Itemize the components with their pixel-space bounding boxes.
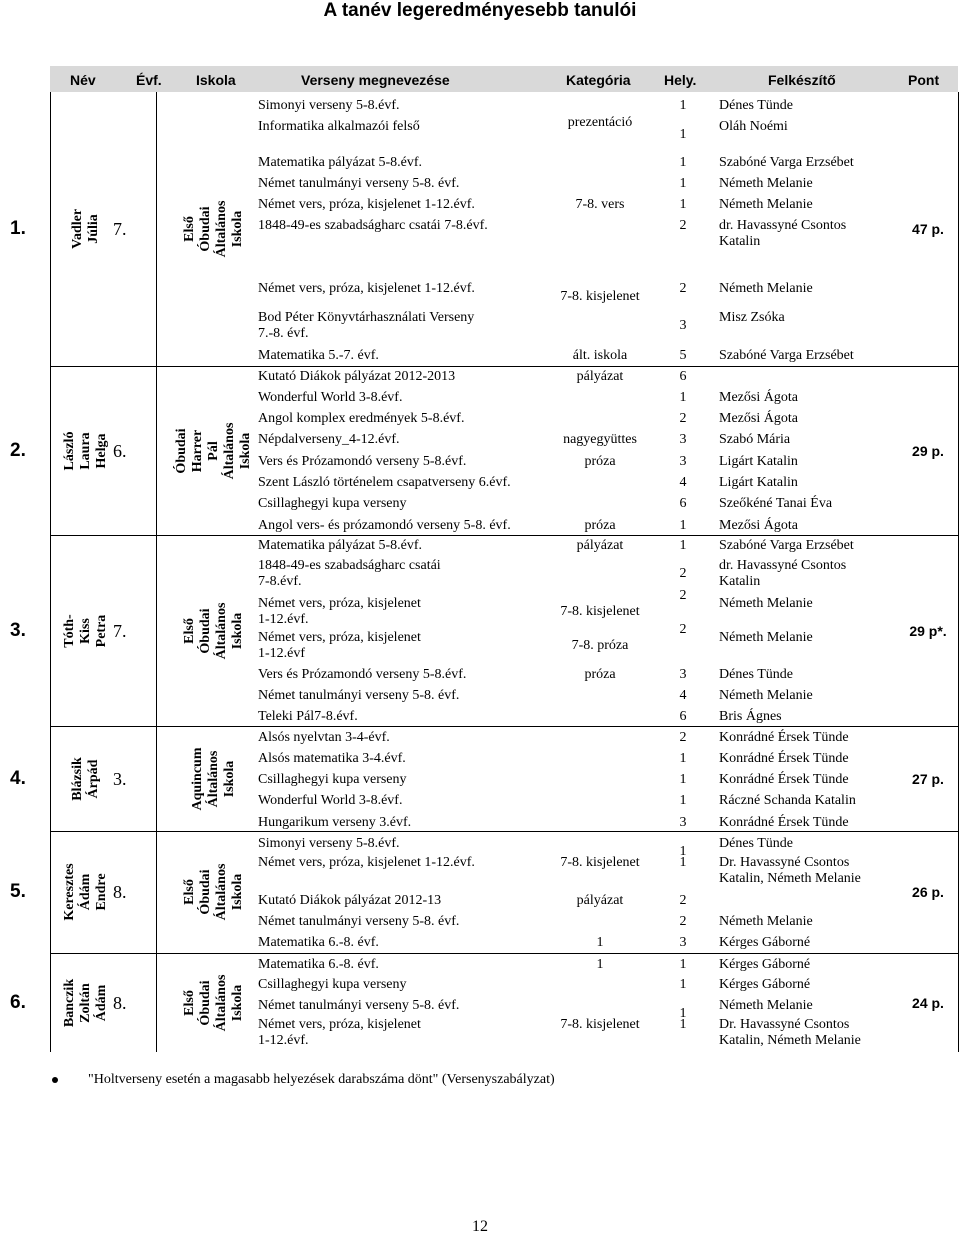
result-place: 2 (679, 730, 687, 745)
col-header-grade: Évf. (136, 72, 162, 88)
competition-name: Simonyi verseny 5-8.évf. (258, 836, 400, 851)
result-teacher: dr. Havassyné Csontos Katalin (719, 558, 847, 589)
result-place: 2 (679, 914, 687, 929)
result-category: pályázat (576, 893, 624, 908)
result-place: 6 (679, 709, 687, 724)
result-teacher: Ligárt Katalin (719, 454, 798, 469)
result-place: 6 (679, 369, 687, 384)
result-place: 3 (679, 935, 687, 950)
competition-name: Angol vers- és prózamondó verseny 5-8. évf. (258, 518, 511, 533)
result-place: 1 (679, 98, 687, 113)
result-teacher: Mezősi Ágota (719, 390, 798, 405)
result-place: 2 (679, 893, 687, 908)
footnote-text: "Holtverseny esetén a magasabb helyezések darabszáma dönt" (Versenyszabályzat) (88, 1072, 555, 1087)
student-points: 24 p. (912, 994, 944, 1011)
result-place: 2 (679, 411, 687, 426)
group-separator (50, 953, 958, 954)
student-grade: 7. (113, 620, 127, 641)
student-school-text: Első Óbudai Általános Iskola (182, 974, 245, 1031)
student-rank: 4. (10, 767, 26, 789)
student-points: 27 p. (912, 770, 944, 787)
result-category: nagyegyüttes (563, 432, 637, 447)
student-school-text: Első Óbudai Általános Iskola (182, 863, 245, 921)
competition-name: Német tanulmányi verseny 5-8. évf. (258, 998, 460, 1013)
result-teacher: Kérges Gáborné (719, 957, 811, 972)
result-teacher: Szabóné Varga Erzsébet (719, 155, 854, 170)
result-teacher: Konrádné Érsek Tünde (719, 751, 849, 766)
result-place: 1 (679, 127, 687, 142)
result-place: 3 (679, 667, 687, 682)
result-place: 3 (679, 815, 687, 830)
result-teacher: Dénes Tünde (719, 667, 793, 682)
page-number: 12 (472, 1218, 488, 1235)
competition-name: Angol komplex eredmények 5-8.évf. (258, 411, 465, 426)
student-name-text: Vadler Júlia (70, 208, 101, 249)
competition-name: Német vers, próza, kisjelenet 1-12.évf (258, 630, 421, 661)
result-place: 3 (679, 454, 687, 469)
student-name-text: Banczik Zoltán Ádám (62, 978, 109, 1027)
result-place: 1 (679, 1017, 687, 1032)
result-teacher: Szabó Mária (719, 432, 791, 447)
result-teacher: dr. Havassyné Csontos Katalin (719, 218, 847, 249)
result-teacher: Szabóné Varga Erzsébet (719, 538, 854, 553)
result-place: 1 (679, 855, 687, 870)
competition-name: Matematika pályázat 5-8.évf. (258, 155, 423, 170)
result-teacher: Németh Melanie (719, 688, 813, 703)
result-category: 7-8. kisjelenet (560, 604, 640, 619)
grid-vline (958, 92, 959, 1052)
result-teacher: Misz Zsóka (719, 310, 785, 325)
result-place: 1 (679, 538, 687, 553)
result-teacher: Konrádné Érsek Tünde (719, 772, 849, 787)
result-teacher: Kérges Gáborné (719, 935, 811, 950)
result-place: 1 (679, 751, 687, 766)
competition-name: Vers és Prózamondó verseny 5-8.évf. (258, 454, 467, 469)
student-rank: 3. (10, 619, 26, 641)
result-category: próza (584, 518, 616, 533)
student-rank: 1. (10, 218, 26, 239)
result-category: 7-8. kisjelenet (560, 1017, 640, 1032)
competition-name: Bod Péter Könyvtárhasználati Verseny 7.-8. évf. (258, 310, 475, 341)
page-title: A tanév legeredményesebb tanulói (323, 0, 637, 21)
group-separator (50, 726, 958, 727)
competition-name: Wonderful World 3-8.évf. (258, 390, 403, 405)
result-teacher: Németh Melanie (719, 197, 813, 212)
student-grade: 8. (113, 992, 127, 1013)
student-grade: 6. (113, 440, 127, 461)
result-place: 6 (679, 496, 687, 511)
result-place: 1 (679, 844, 687, 859)
student-school-text: Aquincum Általános Iskola (190, 746, 237, 811)
result-teacher: Szeőkéné Tanai Éva (719, 496, 833, 511)
result-teacher: Bris Ágnes (719, 709, 782, 724)
table-header (50, 66, 958, 92)
result-teacher: Németh Melanie (719, 998, 813, 1013)
result-place: 1 (679, 155, 687, 170)
result-place: 1 (679, 197, 687, 212)
student-points: 47 p. (912, 221, 944, 237)
competition-name: Német tanulmányi verseny 5-8. évf. (258, 914, 460, 929)
competition-name: Német tanulmányi verseny 5-8. évf. (258, 688, 460, 703)
competition-name: Informatika alkalmazói felső (258, 119, 420, 134)
competition-name: 1848-49-es szabadságharc csatái 7-8.évf. (258, 218, 488, 233)
result-teacher: Németh Melanie (719, 630, 813, 645)
student-rank: 5. (10, 881, 26, 902)
result-category: próza (584, 667, 616, 682)
result-teacher: Ligárt Katalin (719, 475, 798, 490)
result-place: 1 (679, 957, 687, 972)
result-place: 1 (679, 390, 687, 405)
col-header-name: Név (70, 72, 96, 88)
result-place: 2 (679, 281, 687, 296)
result-teacher: Dr. Havassyné Csontos Katalin, Németh Melanie (719, 1017, 861, 1048)
student-points: 29 p. (912, 442, 944, 459)
result-place: 2 (679, 622, 687, 637)
student-name-text: László Laura Helga (62, 431, 109, 470)
result-place: 1 (679, 793, 687, 808)
competition-name: Német vers, próza, kisjelenet 1-12.évf. (258, 197, 475, 212)
result-teacher: Németh Melanie (719, 596, 813, 611)
competition-name: Csillaghegyi kupa verseny (258, 496, 407, 511)
competition-name: Matematika pályázat 5-8.évf. (258, 538, 423, 553)
competition-name: Csillaghegyi kupa verseny (258, 977, 407, 992)
competition-name: Kutató Diákok pályázat 2012-13 (258, 893, 442, 908)
col-header-school: Iskola (196, 72, 236, 88)
bullet-icon (52, 1077, 58, 1083)
group-separator (50, 366, 958, 367)
student-grade: 3. (113, 768, 127, 789)
competition-name: Matematika 6.-8. évf. (258, 957, 379, 972)
result-teacher: Oláh Noémi (719, 119, 788, 134)
competition-name: Német vers, próza, kisjelenet 1-12.évf. (258, 855, 475, 870)
col-header-points: Pont (908, 72, 940, 88)
result-place: 2 (679, 218, 687, 233)
student-points: 26 p. (912, 884, 944, 900)
result-teacher: Konrádné Érsek Tünde (719, 730, 849, 745)
competition-name: Német vers, próza, kisjelenet 1-12.évf. (258, 281, 475, 296)
student-rank: 2. (10, 439, 26, 461)
competition-name: Csillaghegyi kupa verseny (258, 772, 407, 787)
col-header-teacher: Felkészítő (768, 72, 836, 88)
student-grade: 8. (113, 882, 127, 902)
result-teacher: Dr. Havassyné Csontos Katalin, Németh Melanie (719, 855, 861, 886)
competition-name: Teleki Pál7-8.évf. (258, 709, 358, 724)
result-place: 2 (679, 566, 687, 581)
grid-vline (50, 92, 51, 1052)
competition-name: Simonyi verseny 5-8.évf. (258, 98, 400, 113)
competition-name: Matematika 5.-7. évf. (258, 348, 379, 363)
result-place: 4 (679, 688, 687, 703)
result-category: 1 (596, 957, 604, 972)
result-teacher: Dénes Tünde (719, 836, 793, 851)
result-place: 1 (679, 1006, 687, 1021)
group-separator (50, 535, 958, 536)
result-place: 2 (679, 588, 687, 603)
student-points: 29 p*. (909, 622, 947, 639)
competition-name: Wonderful World 3-8.évf. (258, 793, 403, 808)
result-teacher: Konrádné Érsek Tünde (719, 815, 849, 830)
col-header-competition: Verseny megnevezése (301, 72, 450, 88)
competition-name: Népdalverseny_4-12.évf. (258, 432, 400, 447)
student-school-text: Első Óbudai Általános Iskola (182, 602, 245, 659)
competition-name: Alsós nyelvtan 3-4-évf. (258, 730, 390, 745)
competition-name: Matematika 6.-8. évf. (258, 935, 379, 950)
result-place: 3 (679, 432, 687, 447)
result-place: 4 (679, 475, 687, 490)
grid-vline (156, 92, 157, 1052)
competition-name: Hungarikum verseny 3.évf. (258, 815, 412, 830)
student-name-text: Blázsik Árpád (70, 756, 101, 801)
col-header-place: Hely. (664, 72, 697, 88)
student-name-text: Keresztes Ádám Endre (62, 863, 109, 921)
result-category: pályázat (576, 369, 624, 384)
competition-name: Kutató Diákok pályázat 2012-2013 (258, 369, 456, 384)
student-rank: 6. (10, 991, 26, 1013)
student-school-text: Óbudai Harrer Pál Általános Iskola (174, 422, 253, 479)
result-teacher: Szabóné Varga Erzsébet (719, 348, 854, 363)
col-header-category: Kategória (566, 72, 631, 88)
competition-name: Német vers, próza, kisjelenet 1-12.évf. (258, 1017, 421, 1048)
result-teacher: Németh Melanie (719, 914, 813, 929)
student-grade: 7. (113, 219, 127, 239)
result-place: 5 (679, 348, 687, 363)
result-teacher: Németh Melanie (719, 176, 813, 191)
student-name-text: Tóth-Kiss Petra (62, 613, 109, 648)
group-separator (50, 831, 958, 832)
result-category: 7-8. vers (575, 197, 625, 212)
result-category: 7-8. próza (571, 638, 629, 653)
result-category: 7-8. kisjelenet (560, 289, 640, 304)
result-teacher: Ráczné Schanda Katalin (719, 793, 856, 808)
result-teacher: Mezősi Ágota (719, 518, 798, 533)
result-place: 1 (679, 518, 687, 533)
competition-name: Alsós matematika 3-4.évf. (258, 751, 406, 766)
result-category: 1 (596, 935, 604, 950)
result-category: pályázat (576, 538, 624, 553)
result-category: prezentáció (567, 115, 633, 130)
competition-name: Német vers, próza, kisjelenet 1-12.évf. (258, 596, 421, 627)
result-category: 7-8. kisjelenet (560, 855, 640, 870)
result-place: 1 (679, 977, 687, 992)
result-teacher: Kérges Gáborné (719, 977, 811, 992)
competition-name: Vers és Prózamondó verseny 5-8.évf. (258, 667, 467, 682)
competition-name: 1848-49-es szabadságharc csatái 7-8.évf. (258, 558, 441, 589)
result-teacher: Dénes Tünde (719, 98, 793, 113)
competition-name: Szent László történelem csapatverseny 6.évf. (258, 475, 511, 490)
result-place: 1 (679, 176, 687, 191)
result-teacher: Mezősi Ágota (719, 411, 798, 426)
result-category: próza (584, 454, 616, 469)
result-teacher: Németh Melanie (719, 281, 813, 296)
competition-name: Német tanulmányi verseny 5-8. évf. (258, 176, 460, 191)
result-place: 1 (679, 772, 687, 787)
student-school-text: Első Óbudai Általános Iskola (182, 200, 245, 258)
result-place: 3 (679, 318, 687, 333)
result-category: ált. iskola (572, 348, 628, 363)
